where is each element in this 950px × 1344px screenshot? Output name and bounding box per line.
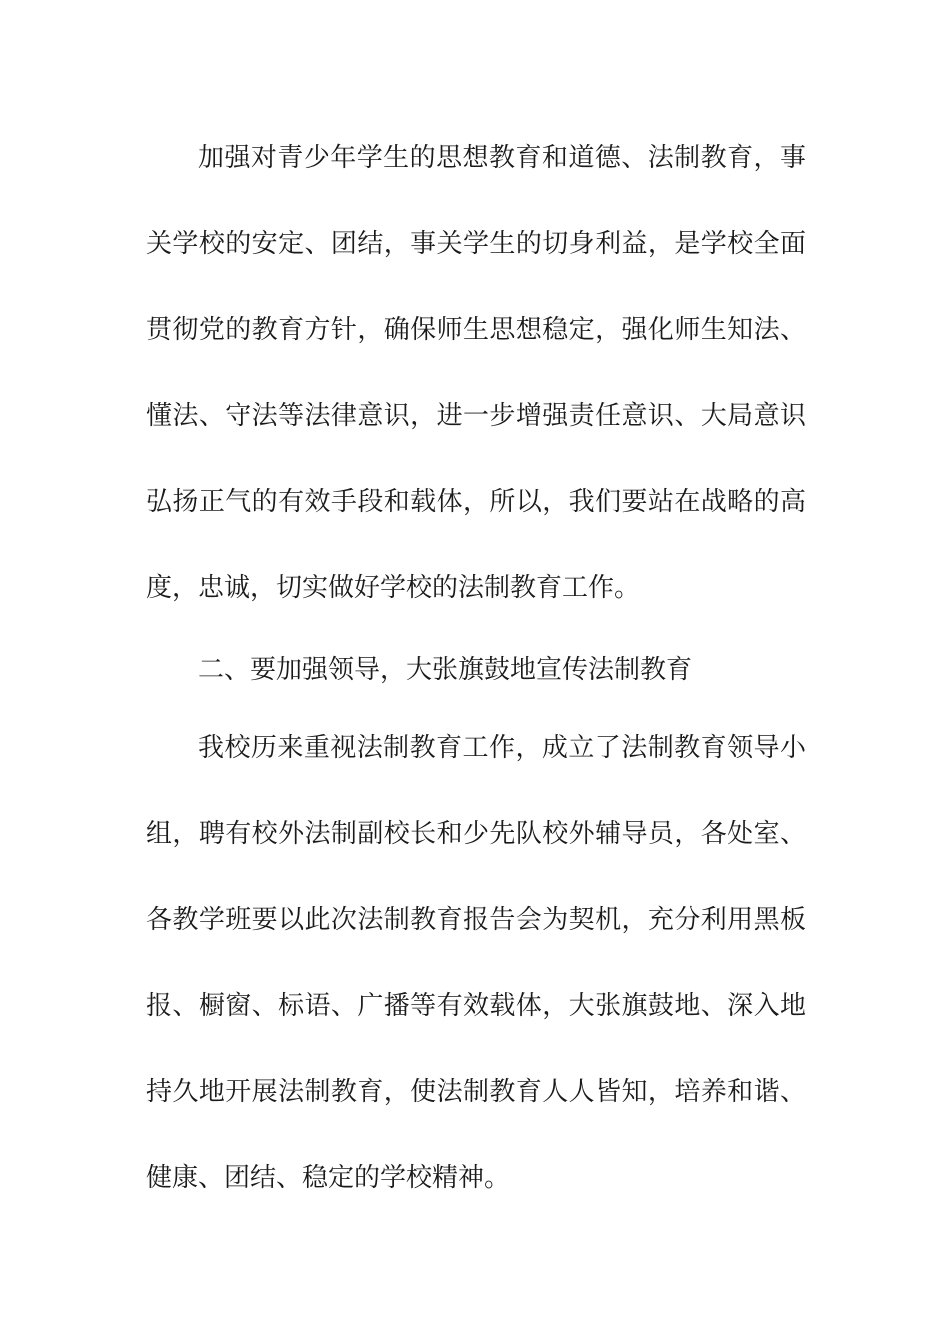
paragraph-1-line-2: 关学校的安定、团结，事关学生的切身利益，是学校全面 xyxy=(146,229,806,259)
paragraph-2-line-5: 持久地开展法制教育，使法制教育人人皆知，培养和谐、 xyxy=(146,1077,806,1107)
paragraph-1-line-1: 加强对青少年学生的思想教育和道德、法制教育，事 xyxy=(198,143,806,173)
paragraph-2-line-1: 我校历来重视法制教育工作，成立了法制教育领导小 xyxy=(198,733,806,763)
section-heading: 二、要加强领导，大张旗鼓地宣传法制教育 xyxy=(198,655,693,685)
paragraph-2-line-6: 健康、团结、稳定的学校精神。 xyxy=(146,1163,511,1193)
paragraph-1-line-5: 弘扬正气的有效手段和载体，所以，我们要站在战略的高 xyxy=(146,487,806,517)
paragraph-2-line-4: 报、橱窗、标语、广播等有效载体，大张旗鼓地、深入地 xyxy=(146,991,806,1021)
paragraph-2-line-3: 各教学班要以此次法制教育报告会为契机，充分利用黑板 xyxy=(146,905,806,935)
paragraph-1-line-3: 贯彻党的教育方针，确保师生思想稳定，强化师生知法、 xyxy=(146,315,806,345)
paragraph-1-line-6: 度，忠诚，切实做好学校的法制教育工作。 xyxy=(146,573,641,603)
paragraph-1-line-4: 懂法、守法等法律意识，进一步增强责任意识、大局意识 xyxy=(146,401,806,431)
paragraph-2-line-2: 组，聘有校外法制副校长和少先队校外辅导员，各处室、 xyxy=(146,819,806,849)
